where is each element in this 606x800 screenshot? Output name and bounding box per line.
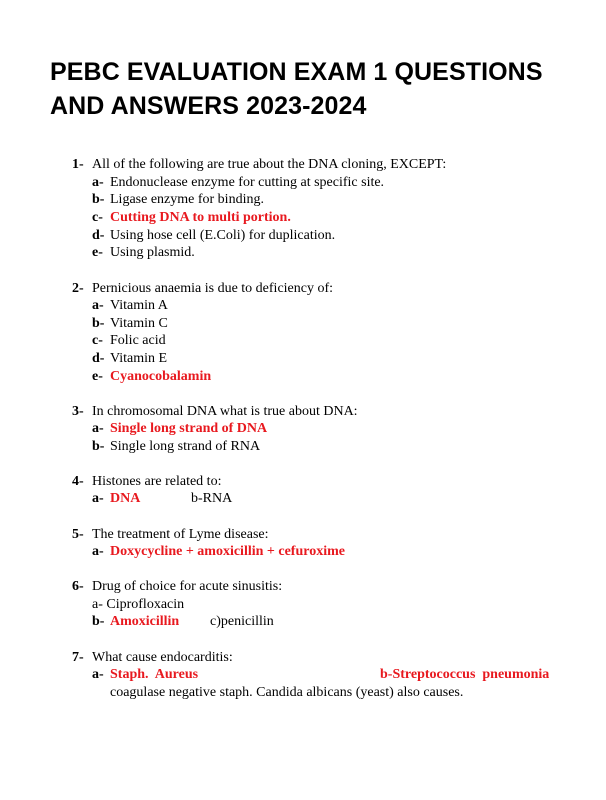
option-text: Ligase enzyme for binding.: [110, 192, 264, 207]
question-number: 1-: [72, 157, 84, 172]
correct-answer: Cyanocobalamin: [110, 369, 212, 384]
question-text: The treatment of Lyme disease:: [92, 527, 269, 542]
option-text: Vitamin A: [110, 298, 168, 313]
option-text: Endonuclease enzyme for cutting at specific site.: [110, 175, 385, 190]
option-letter: a-: [92, 421, 104, 436]
correct-answer: DNA: [110, 491, 141, 506]
question-number: 2-: [72, 281, 84, 296]
option-text: Folic acid: [110, 333, 166, 348]
option-letter: a-: [92, 491, 104, 506]
option-letter: c-: [92, 333, 103, 348]
option-text: Vitamin C: [110, 316, 168, 331]
option-letter: b-: [92, 192, 105, 207]
option-text: Using hose cell (E.Coli) for duplication.: [110, 228, 336, 243]
question-text: Drug of choice for acute sinusitis:: [92, 579, 283, 594]
option-letter: a-: [92, 544, 104, 559]
correct-answer: Doxycycline + amoxicillin + cefuroxime: [110, 544, 345, 559]
document-title-line-2: AND ANSWERS 2023-2024: [50, 92, 367, 120]
option-letter: a-: [92, 298, 104, 313]
question-number: 3-: [72, 404, 84, 419]
option-text: Vitamin E: [110, 351, 168, 366]
option-text: a- Ciprofloxacin: [92, 597, 185, 612]
option-text: b-RNA: [191, 491, 233, 506]
option-text: c)penicillin: [210, 614, 274, 629]
correct-answer: Staph. Aureus: [110, 667, 199, 682]
correct-answer: Single long strand of DNA: [110, 421, 268, 436]
question-number: 4-: [72, 474, 84, 489]
option-text: Single long strand of RNA: [110, 439, 261, 454]
option-letter: b-: [92, 316, 105, 331]
question-text: In chromosomal DNA what is true about DNA:: [92, 404, 358, 419]
option-letter: e-: [92, 369, 103, 384]
option-letter: c-: [92, 210, 103, 225]
option-letter: e-: [92, 245, 103, 260]
option-letter: d-: [92, 351, 105, 366]
document-title-line-1: PEBC EVALUATION EXAM 1 QUESTIONS: [50, 58, 543, 86]
option-letter: a-: [92, 667, 104, 682]
question-number: 5-: [72, 527, 84, 542]
question-number: 7-: [72, 650, 84, 665]
option-letter: a-: [92, 175, 104, 190]
question-text: Pernicious anaemia is due to deficiency of:: [92, 281, 334, 296]
correct-answer: Amoxicillin: [110, 614, 180, 629]
option-letter: b-: [92, 439, 105, 454]
correct-answer: b-Streptococcus pneumonia: [380, 667, 550, 682]
question-text: What cause endocarditis:: [92, 650, 233, 665]
correct-answer: Cutting DNA to multi portion.: [110, 210, 291, 225]
option-letter: d-: [92, 228, 105, 243]
answer-note: coagulase negative staph. Candida albicans (yeast) also causes.: [110, 685, 464, 700]
question-text: Histones are related to:: [92, 474, 222, 489]
option-letter: b-: [92, 614, 105, 629]
question-text: All of the following are true about the DNA cloning, EXCEPT:: [92, 157, 447, 172]
option-text: Using plasmid.: [110, 245, 195, 260]
question-number: 6-: [72, 579, 84, 594]
